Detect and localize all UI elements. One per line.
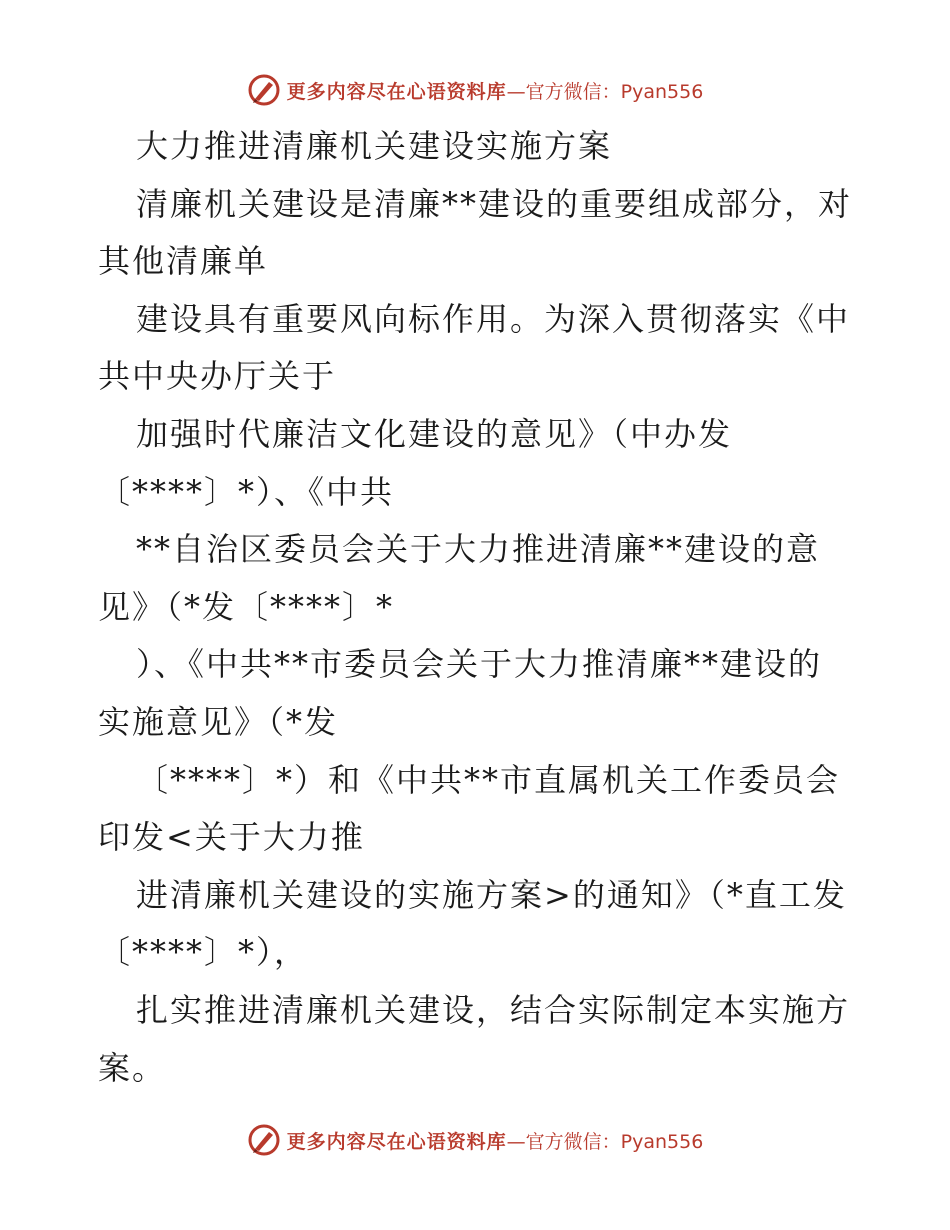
banner-contact: —官方微信：Pyan556 xyxy=(506,80,704,103)
paragraph-line: 印发<关于大力推 xyxy=(98,818,365,857)
paragraph-line: 〔****〕*）， xyxy=(98,933,309,972)
paragraph-line: 〔****〕*）和《中共**市直属机关工作委员会 xyxy=(136,760,841,799)
banner-brand: 更多内容尽在心语资料库 xyxy=(286,80,507,103)
paragraph-line: 其他清廉单 xyxy=(98,242,269,281)
paragraph-line: 扎实推进清廉机关建设，结合实际制定本实施方 xyxy=(136,990,851,1029)
paragraph-line: 案。 xyxy=(98,1048,167,1087)
document-title: 大力推进清廉机关建设实施方案 xyxy=(136,127,613,165)
paragraph-line: 见》（*发〔****〕* xyxy=(98,587,395,626)
document-body xyxy=(98,118,858,1097)
paragraph-line: 〔****〕*）、《中共 xyxy=(98,472,395,511)
pen-logo-icon xyxy=(247,1123,281,1157)
banner-contact: —官方微信：Pyan556 xyxy=(506,1130,704,1153)
paragraph-line: 实施意见》（*发 xyxy=(98,702,339,741)
paragraph-line: 共中央办厅关于 xyxy=(98,357,337,396)
pen-logo-icon xyxy=(247,73,281,107)
paragraph-line: 清廉机关建设是清廉**建设的重要组成部分，对 xyxy=(136,184,853,223)
paragraph-line: **自治区委员会关于大力推进清廉**建设的意 xyxy=(136,530,821,569)
paragraph-line: 建设具有重要风向标作用。为深入贯彻落实《中 xyxy=(136,299,851,338)
banner-brand: 更多内容尽在心语资料库 xyxy=(286,1130,507,1153)
paragraph-line: ）、《中共**市委员会关于大力推清廉**建设的 xyxy=(136,645,823,684)
paragraph-line: 进清廉机关建设的实施方案>的通知》（*直工发 xyxy=(136,875,847,914)
paragraph-line: 加强时代廉洁文化建设的意见》（中办发 xyxy=(136,414,733,453)
header-banner xyxy=(0,70,950,110)
footer-banner xyxy=(0,1120,950,1160)
